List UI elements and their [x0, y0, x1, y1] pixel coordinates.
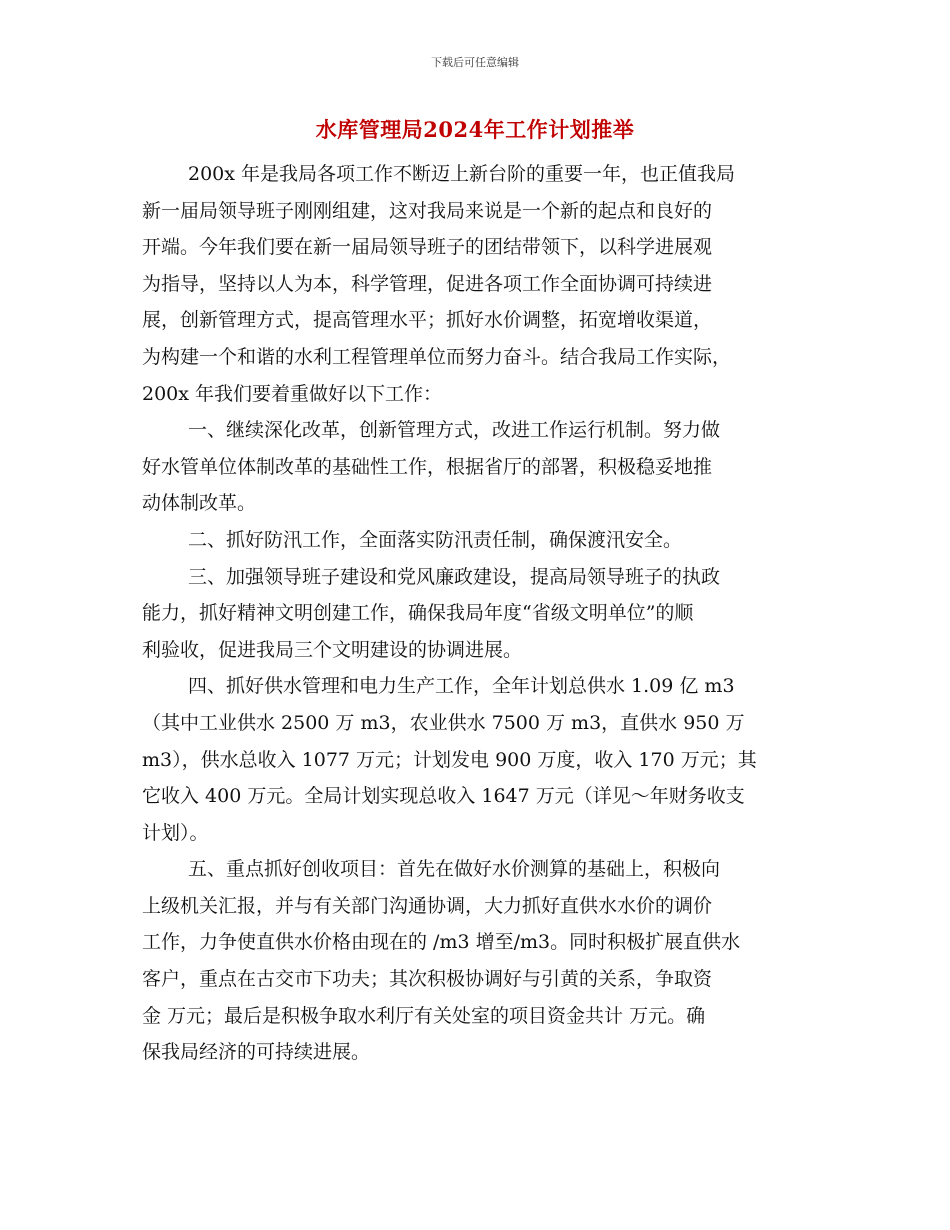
paragraph-line: 保我局经济的可持续进展。 — [142, 1041, 371, 1064]
paragraph-line: m3），供水总收入 1077 万元；计划发电 900 万度，收入 170 万元；其 — [142, 748, 757, 771]
paragraph-line: 计划）。 — [142, 821, 209, 844]
document-body — [142, 156, 810, 1071]
paragraph-line: 好水管单位体制改革的基础性工作，根据省厅的部署，积极稳妥地推 — [142, 455, 713, 478]
paragraph-line: 利验收，促进我局三个文明建设的协调进展。 — [142, 638, 523, 661]
paragraph-line: 工作，力争使直供水价格由现在的 /m3 增至/m3。同时积极扩展直供水 — [142, 931, 741, 954]
paragraph-line: 新一届局领导班子刚刚组建，这对我局来说是一个新的起点和良好的 — [142, 199, 713, 222]
paragraph-line: 为构建一个和谐的水利工程管理单位而努力奋斗。结合我局工作实际， — [142, 345, 732, 368]
paragraph-line: 上级机关汇报，并与有关部门沟通协调，大力抓好直供水水价的调价 — [142, 894, 713, 917]
paragraph-line: 动体制改革。 — [142, 492, 257, 515]
paragraph-line: 200x 年我们要着重做好以下工作： — [142, 382, 443, 405]
paragraph-line: 它收入 400 万元。全局计划实现总收入 1647 万元（详见～年财务收支 — [142, 785, 745, 808]
paragraph-line: 金 万元；最后是积极争取水利厅有关处室的项目资金共计 万元。确 — [142, 1004, 706, 1027]
header-note: 下载后可任意编辑 — [431, 56, 519, 69]
paragraph-line: 五、重点抓好创收项目：首先在做好水价测算的基础上，积极向 — [188, 858, 721, 881]
paragraph-line: 开端。今年我们要在新一届局领导班子的团结带领下，以科学进展观 — [142, 236, 713, 259]
document-title: 水库管理局2024年工作计划推举 — [315, 117, 635, 142]
paragraph-line: 一、继续深化改革，创新管理方式，改进工作运行机制。努力做 — [188, 419, 721, 442]
paragraph-line: 二、抓好防汛工作，全面落实防汛责任制，确保渡汛安全。 — [188, 528, 683, 551]
paragraph-line: 200x 年是我局各项工作不断迈上新台阶的重要一年，也正值我局 — [188, 163, 736, 185]
paragraph-line: 三、加强领导班子建设和党风廉政建设，提高局领导班子的执政 — [188, 565, 721, 588]
paragraph-line: 能力，抓好精神文明创建工作，确保我局年度“省级文明单位”的顺 — [142, 602, 694, 625]
paragraph-line: 客户，重点在古交市下功夫；其次积极协调好与引黄的关系，争取资 — [142, 968, 713, 991]
paragraph-line: 展，创新管理方式，提高管理水平；抓好水价调整，拓宽增收渠道， — [142, 309, 713, 332]
paragraph-line: （其中工业供水 2500 万 m3，农业供水 7500 万 m3，直供水 950 万 — [142, 711, 745, 734]
paragraph-line: 为指导，坚持以人为本，科学管理，促进各项工作全面协调可持续进 — [142, 272, 713, 295]
paragraph-line: 四、抓好供水管理和电力生产工作，全年计划总供水 1.09 亿 m3 — [188, 675, 735, 698]
